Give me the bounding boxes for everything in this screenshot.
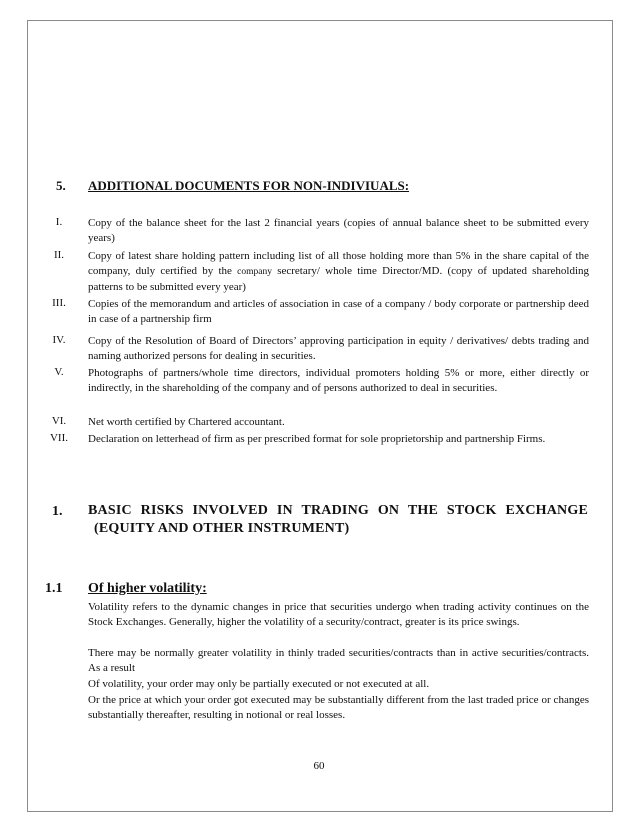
list-item-ii-text-b: secretary/ whole time Director/MD. (copy of updated shareholding patterns to be submitted every year)	[88, 265, 590, 293]
list-item-vii-numeral: VII.	[49, 432, 69, 444]
section-1-number: 1.	[52, 504, 63, 519]
list-item-v-text: Photographs of partners/whole time directors, individual promoters holding 5% or more, either directly or indirectly, in the shareholding of the company and of persons authorized to deal in securities.	[88, 367, 589, 394]
section-1-title-line1: BASIC RISKS INVOLVED IN TRADING ON THE STOCK EXCHANGE	[88, 503, 588, 518]
list-item-i-numeral: I.	[55, 216, 63, 228]
page-number: 60	[313, 760, 325, 772]
list-item-iii-numeral: III.	[52, 297, 66, 309]
list-item-vi-text: Net worth certified by Chartered accountant.	[88, 416, 285, 428]
section-1-1-paragraph-4: Or the price at which your order got executed may be substantially different from the last traded price or changes substantially thereafter, resulting in notional or real losses.	[88, 694, 589, 721]
list-item-v-numeral: V.	[54, 366, 64, 378]
list-item-i-text: Copy of the balance sheet for the last 2 financial years (copies of annual balance sheet to be submitted every years)	[88, 217, 589, 244]
section-1-title-line2: (EQUITY AND OTHER INSTRUMENT)	[94, 521, 350, 536]
list-item-iii-text: Copies of the memorandum and articles of association in case of a company / body corporate or partnership deed in case of a partnership firm	[88, 298, 589, 325]
section-1-1-paragraph-3: Of volatility, your order may only be partially executed or not executed at all.	[88, 678, 430, 690]
list-item-ii-text-small: company	[237, 267, 272, 277]
section-1-1-paragraph-2: There may be normally greater volatility in thinly traded securities/contracts than in active securities/contracts. As a result	[88, 647, 589, 674]
list-item-ii-numeral: II.	[53, 249, 65, 261]
section-1-1-number: 1.1	[45, 581, 63, 596]
list-item-vi-numeral: VI.	[51, 415, 67, 427]
list-item-vii-text: Declaration on letterhead of firm as per prescribed format for sole proprietorship and partnership Firms.	[88, 433, 546, 445]
section-1-1-paragraph-1: Volatility refers to the dynamic changes in price that securities undergo when trading activity continues on the Stock Exchanges. Generally, higher the volatility of a security/contract, greater is its price swings.	[88, 601, 589, 628]
list-item-ii-text-a: Copy of latest share holding pattern including list of all those holding more than 5% in the share capital of the company, duly certified by the	[88, 250, 589, 277]
list-item-iv-numeral: IV.	[52, 334, 66, 346]
section-1-1-title: Of higher volatility:	[88, 581, 207, 596]
section-5-title: ADDITIONAL DOCUMENTS FOR NON-INDIVIUALS:	[88, 178, 410, 193]
section-5-number: 5.	[56, 178, 66, 193]
list-item-iv-text: Copy of the Resolution of Board of Directors’ approving participation in equity / derivatives/ debts trading and naming authorized persons for dealing in securities.	[88, 335, 589, 362]
list-item-ii-text	[88, 249, 589, 295]
